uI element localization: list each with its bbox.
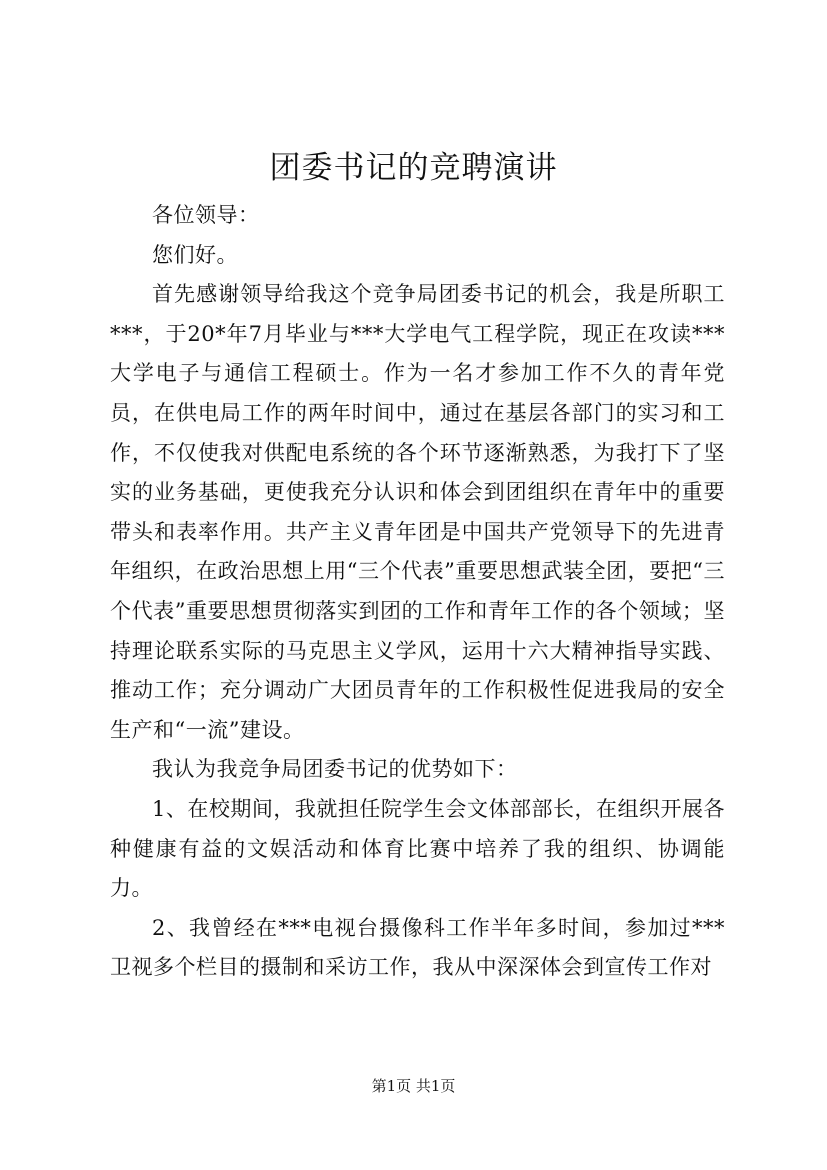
paragraph-introduction: 首先感谢领导给我这个竞争局团委书记的机会，我是所职工***，于20*年7月毕业与***大学电气工程学院，现正在攻读***大学电子与通信工程硕士。作为一名才参加工作不久的青年党员，在供电局工作的两年时间中，通过在基层各部门的实习和工作，不仅使我对供配电系统的各个环节逐渐熟悉，为我打下了坚实的业务基础，更使我充分认识和体会到团组织在青年中的重要带头和表率作用。共产主义青年团是中国共产党领导下的先进青年组织，在政治思想上用“三个代表”重要思想武装全团，要把“三个代表”重要思想贯彻落实到团的工作和青年工作的各个领域；坚持理论联系实际的马克思主义学风，运用十六大精神指导实践、推动工作；充分调动广大团员青年的工作积极性促进我局的安全生产和“一流”建设。 <box>110 282 725 742</box>
document-body <box>110 196 725 988</box>
document-title: 团委书记的竞聘演讲 <box>269 150 558 186</box>
salutation: 各位领导： <box>152 203 260 227</box>
greeting: 您们好。 <box>152 242 238 267</box>
paragraph-advantage-1: 1、在校期间，我就担任院学生会文体部部长，在组织开展各种健康有益的文娱活动和体育比赛中培养了我的组织、协调能力。 <box>110 796 725 901</box>
paragraph-advantages-heading: 我认为我竞争局团委书记的优势如下： <box>152 757 518 782</box>
page-footer: 第1页 共1页 <box>371 1077 456 1095</box>
paragraph-advantage-2: 2、我曾经在***电视台摄像科工作半年多时间，参加过***卫视多个栏目的摄制和采访工作，我从中深深体会到宣传工作对 <box>110 915 725 980</box>
